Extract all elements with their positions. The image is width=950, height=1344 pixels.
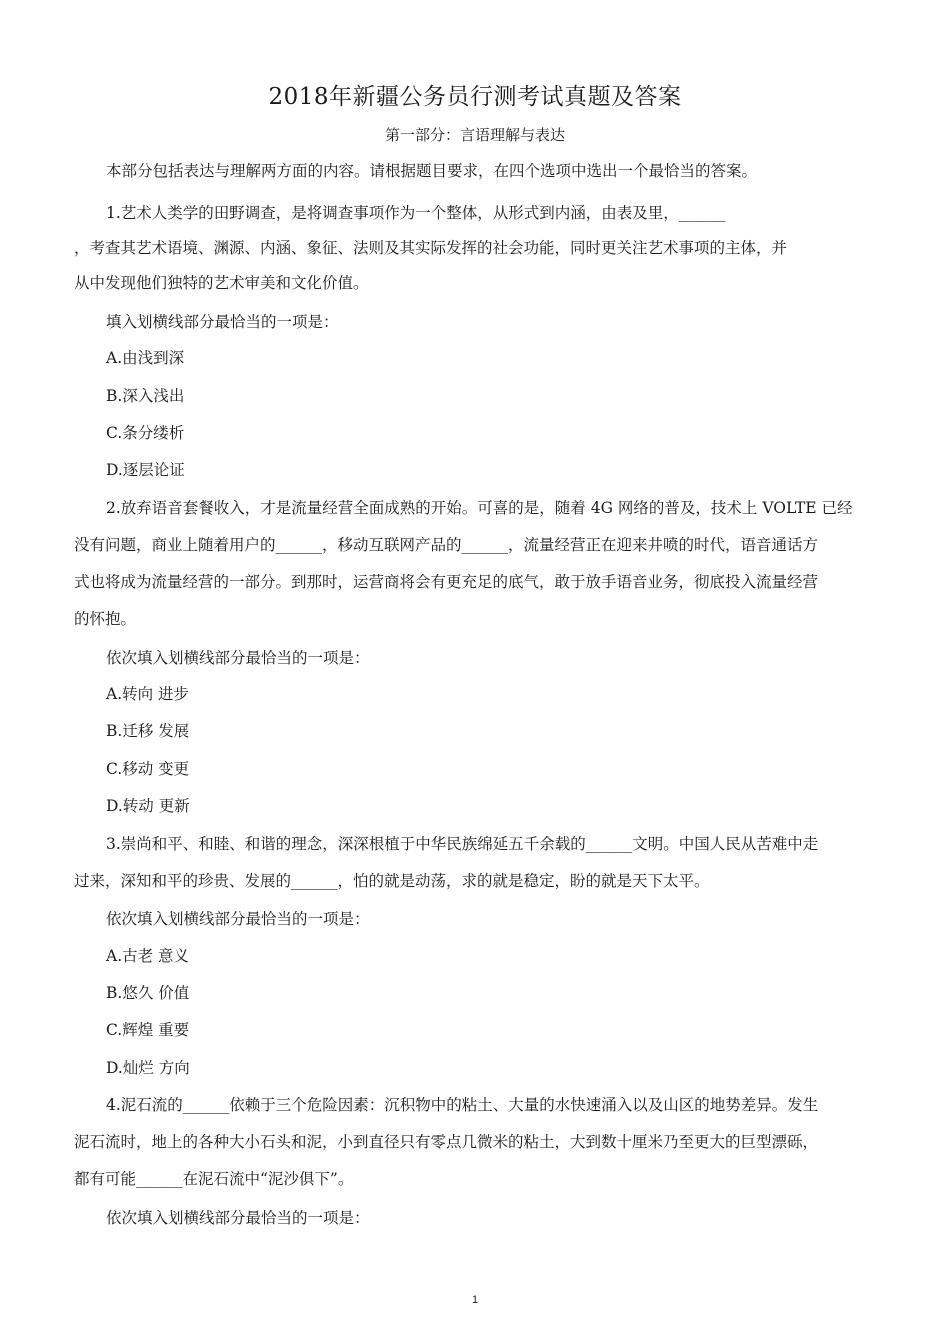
q1-line-3: 从中发现他们独特的艺术审美和文化价值。 <box>74 274 369 292</box>
q3-option-d: D.灿烂 方向 <box>106 1059 190 1077</box>
q1-line-1: 1.艺术人类学的田野调查，是将调查事项作为一个整体，从形式到内涵，由表及里，______ <box>106 204 726 222</box>
q3-option-b: B.悠久 价值 <box>106 984 190 1002</box>
q2-option-a: A.转向 进步 <box>106 685 190 703</box>
intro-text: 本部分包括表达与理解两方面的内容。请根据题目要求，在四个选项中选出一个最恰当的答案。 <box>106 162 758 180</box>
q3-line-2: 过来，深知和平的珍贵、发展的______，怕的就是动荡，求的就是稳定，盼的就是天下太平。 <box>74 872 710 890</box>
q3-option-a: A.古老 意义 <box>106 947 190 965</box>
q1-option-b: B.深入浅出 <box>106 387 185 405</box>
q2-option-d: D.转动 更新 <box>106 797 190 815</box>
q3-line-1: 3.崇尚和平、和睦、和谐的理念，深深根植于中华民族绵延五千余载的______文明。中国人民从苦难中走 <box>106 835 819 853</box>
q2-line-4: 的怀抱。 <box>74 610 137 628</box>
q4-line-3: 都有可能______在泥石流中“泥沙俱下”。 <box>74 1170 354 1188</box>
q2-line-1: 2.放弃语音套餐收入，才是流量经营全面成熟的开始。可喜的是，随着 4G 网络的普及，技术上 VOLTE 已经 <box>106 499 853 517</box>
q2-option-c: C.移动 变更 <box>106 760 190 778</box>
q4-line-1: 4.泥石流的______依赖于三个危险因素：沉积物中的粘土、大量的水快速涌入以及山区的地势差异。发生 <box>106 1096 819 1114</box>
q1-option-d: D.逐层论证 <box>106 461 185 479</box>
q4-line-2: 泥石流时，地上的各种大小石头和泥，小到直径只有零点几微米的粘土，大到数十厘米乃至更大的巨型漂砾， <box>74 1133 819 1151</box>
q1-option-c: C.条分缕析 <box>106 424 185 442</box>
q2-option-b: B.迁移 发展 <box>106 722 190 740</box>
page-title: 2018年新疆公务员行测考试真题及答案 <box>268 84 682 110</box>
q2-prompt: 依次填入划横线部分最恰当的一项是： <box>106 649 370 667</box>
q1-option-a: A.由浅到深 <box>106 349 185 367</box>
q1-line-2: ，考查其艺术语境、渊源、内涵、象征、法则及其实际发挥的社会功能，同时更关注艺术事项的主体，并 <box>74 239 788 257</box>
page-number: 1 <box>471 1294 479 1306</box>
q3-prompt: 依次填入划横线部分最恰当的一项是： <box>106 910 370 928</box>
section-subtitle: 第一部分：言语理解与表达 <box>384 126 565 144</box>
q1-prompt: 填入划横线部分最恰当的一项是： <box>106 313 339 331</box>
q4-prompt: 依次填入划横线部分最恰当的一项是： <box>106 1209 370 1227</box>
q3-option-c: C.辉煌 重要 <box>106 1021 190 1039</box>
q2-line-2: 没有问题，商业上随着用户的______，移动互联网产品的______，流量经营正在迎来井喷的时代，语音通话方 <box>74 536 819 554</box>
q2-line-3: 式也将成为流量经营的一部分。到那时，运营商将会有更充足的底气，敢于放手语音业务，彻底投入流量经营 <box>74 573 819 591</box>
